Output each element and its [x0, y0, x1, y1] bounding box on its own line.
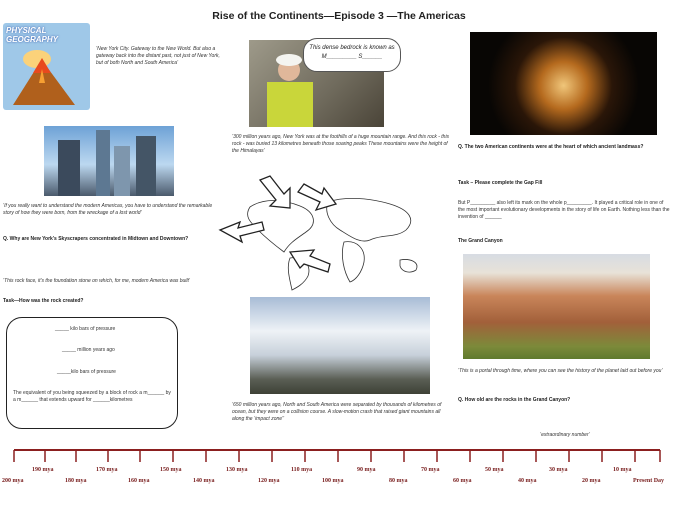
timeline-label: 170 mya: [96, 467, 118, 473]
million-years-line: _____ million years ago: [62, 347, 115, 353]
timeline-label: 100 mya: [322, 478, 344, 484]
gap-fill-task: Task – Please complete the Gap Fill: [458, 180, 543, 186]
page-title: Rise of the Continents—Episode 3 —The Americas: [212, 10, 466, 22]
timeline-label: 110 mya: [291, 467, 313, 473]
timeline-label: 200 mya: [2, 478, 24, 484]
speech-bubble: [303, 38, 401, 72]
question-landmass: Q. The two American continents were at the heart of which ancient landmass?: [458, 144, 644, 150]
badge-title: PHYSICAL GEOGRAPHY: [6, 26, 59, 44]
foundation-stone-quote: ‘This rock face, it’s the foundation stone on which, for me, modern America was built’: [3, 278, 191, 284]
timeline-label: 160 mya: [128, 478, 150, 484]
modern-americas-quote: ‘If you really want to understand the modern Americas, you have to understand the remarkable story of how they were born, from the wreckage of a lost world’: [3, 203, 213, 216]
embryo-photo: [470, 32, 657, 135]
timeline-label: 50 mya: [485, 467, 504, 473]
650-million-quote: ‘650 million years ago, North and South America were separated by thousands of kilometres of ocean, but they were on a collision course. A slow-motion crash that raised giant mountains all along the ‘impact zone’’: [232, 402, 442, 422]
volcano-icon: [3, 23, 90, 110]
timeline-label: 30 mya: [549, 467, 568, 473]
timeline-label: 40 mya: [518, 478, 537, 484]
300-million-quote: ‘300 million years ago, New York was at the foothills of a huge mountain range. And this rock - this rock - was buried 13 kilometres beneath those soaring peaks These mountains were the height of the Himalayas’: [232, 134, 450, 154]
timeline-label: 130 mya: [226, 467, 248, 473]
timeline-label: 10 mya: [613, 467, 632, 473]
world-map-arrows: [210, 172, 442, 292]
glacier-mountains-photo: [250, 297, 430, 394]
timeline-label: 190 mya: [32, 467, 54, 473]
timeline-label: 90 mya: [357, 467, 376, 473]
physical-geography-badge: [3, 23, 90, 110]
pressure-line-2: _____kilo bars of pressure: [57, 369, 116, 375]
grand-canyon-photo: [463, 254, 650, 359]
rock-creation-box: [6, 317, 178, 429]
question-canyon-age: Q. How old are the rocks in the Grand Canyon?: [458, 397, 571, 403]
timeline-label: 20 mya: [582, 478, 601, 484]
grand-canyon-heading: The Grand Canyon: [458, 238, 503, 244]
bubble-line-1: This dense bedrock is known as: [309, 45, 395, 51]
timeline-label: 140 mya: [193, 478, 215, 484]
canyon-quote: ‘This is a portal through time, where you can see the history of the planet laid out before you’: [458, 368, 663, 374]
timeline-label: 80 mya: [389, 478, 408, 484]
question-skyscrapers: Q. Why are New York’s Skyscrapers concentrated in Midtown and Downtown?: [3, 236, 189, 242]
timeline-axis: [0, 444, 678, 464]
new-york-quote: ‘New York City. Gateway to the New World. But also a gateway back into the distant past, not just of New York, but of both North and South America’: [96, 46, 220, 66]
extraordinary-number: ‘extraordinary number’: [540, 432, 590, 438]
timeline-label: Present Day: [633, 478, 665, 484]
timeline-label: 180 mya: [65, 478, 87, 484]
skyline-icon: [44, 126, 174, 196]
bubble-line-2: M_________ S______: [321, 54, 383, 60]
task-rock-creation: Task—How was the rock created?: [3, 298, 84, 304]
timeline-label: 60 mya: [453, 478, 472, 484]
timeline-label: 120 mya: [258, 478, 280, 484]
timeline-label: 70 mya: [421, 467, 440, 473]
skyscrapers-photo: [44, 126, 174, 196]
pressure-line-1: _____ kilo bars of pressure: [55, 326, 116, 332]
gap-fill-text: But P_________ also left its mark on the whole p_________. It played a critical role in one of the most important evolutionary developments in the story of life on Earth. Nothing less than the invention of ______: [458, 200, 670, 220]
equivalent-text: The equivalent of you being squeezed by a block of rock a m______ by a m______ that extends upward for ______kilometres: [13, 390, 171, 403]
timeline-label: 150 mya: [160, 467, 182, 473]
